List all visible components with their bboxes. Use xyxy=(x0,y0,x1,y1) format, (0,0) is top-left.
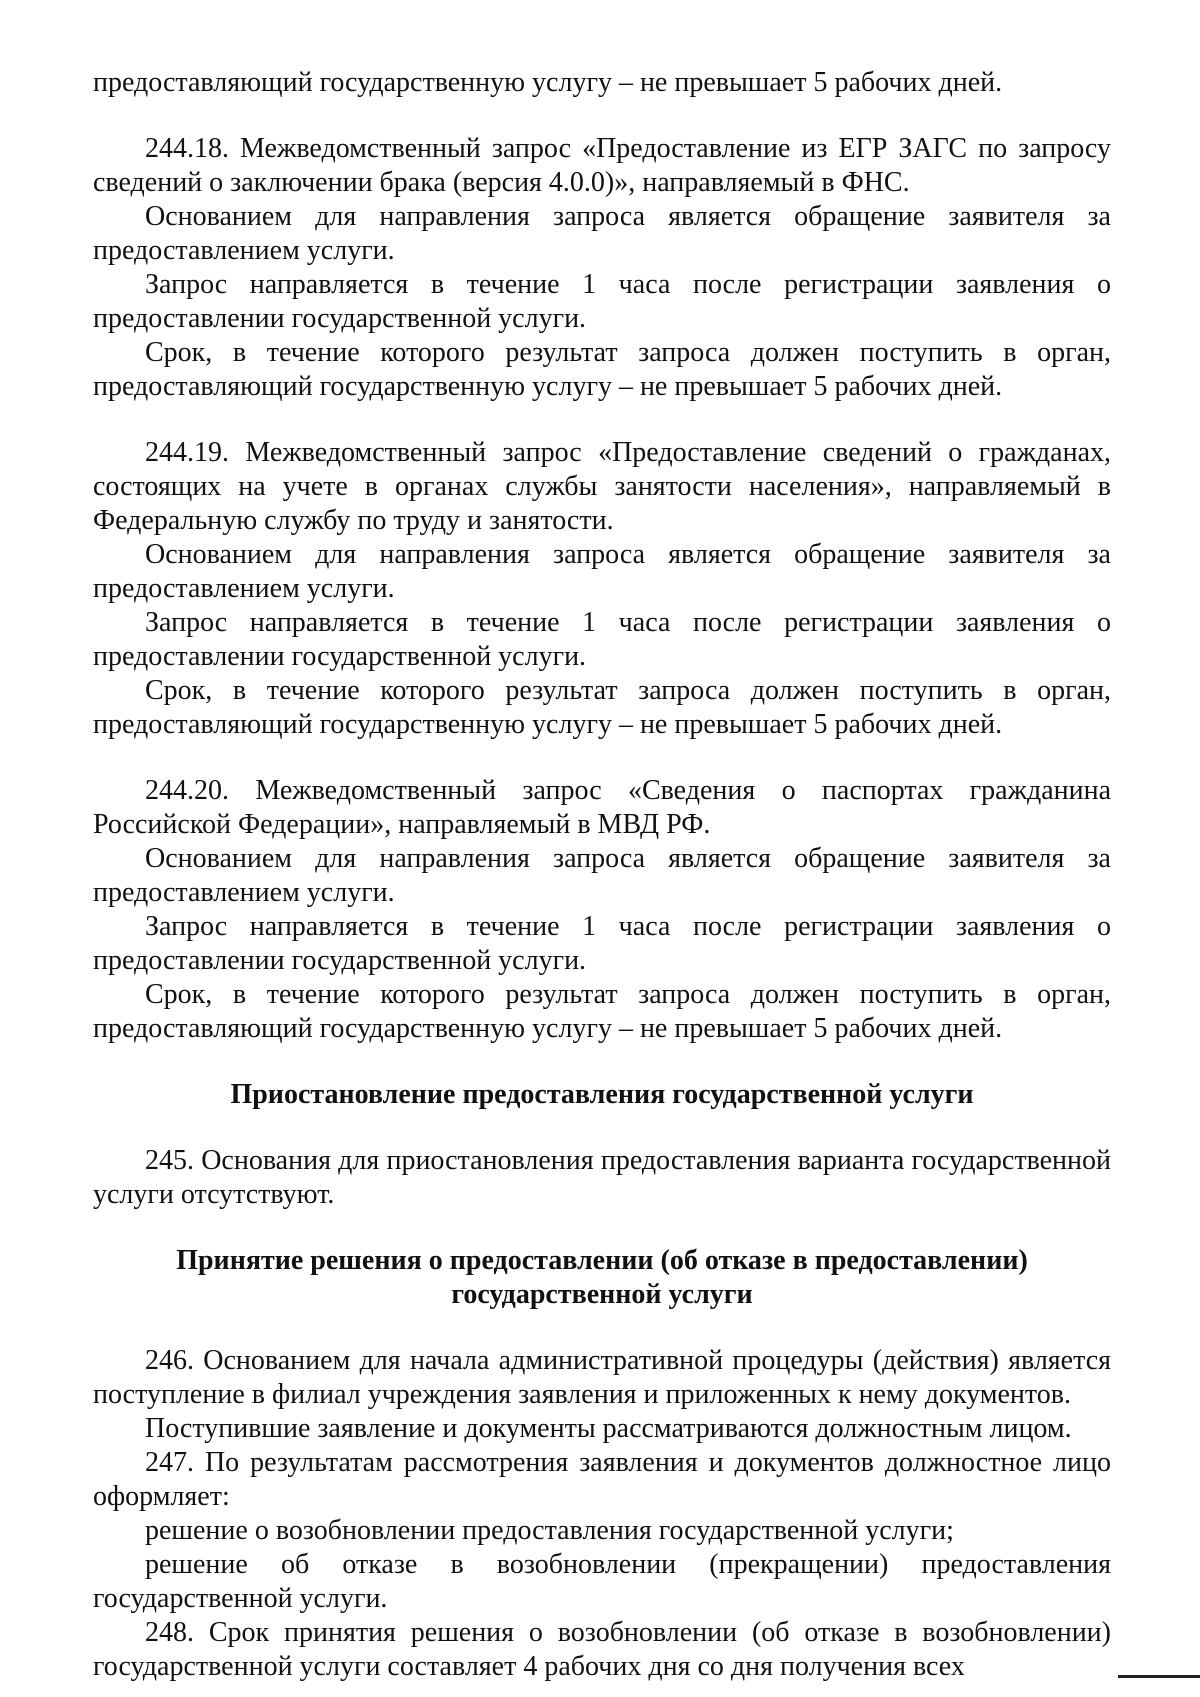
spacer xyxy=(93,100,1111,132)
spacer xyxy=(93,1312,1111,1344)
spacer xyxy=(93,1212,1111,1244)
basis-paragraph: Основанием для направления запроса является обращение заявителя за предоставлением услуги. xyxy=(93,843,1111,908)
scan-edge-line xyxy=(1118,1675,1200,1678)
heading-suspension: Приостановление предоставления государственной услуги xyxy=(230,1079,974,1110)
spacer xyxy=(93,1046,1111,1078)
deadline-paragraph: Срок, в течение которого результат запроса должен поступить в орган, предоставляющий государственную услугу – не превышает 5 рабочих дней. xyxy=(93,675,1111,740)
paragraph-247-option-resume: решение о возобновлении предоставления государственной услуги; xyxy=(145,1515,954,1546)
paragraph-248: 248. Срок принятия решения о возобновлении (об отказе в возобновлении) государственной услуги составляет 4 рабочих дня со дня получения всех xyxy=(93,1617,1111,1682)
basis-paragraph: Основанием для направления запроса является обращение заявителя за предоставлением услуги. xyxy=(93,539,1111,604)
spacer xyxy=(93,742,1111,774)
section-244-19 xyxy=(93,436,1111,742)
document-page xyxy=(93,66,1111,1684)
deadline-paragraph: Срок, в течение которого результат запроса должен поступить в орган, предоставляющий государственную услугу – не превышает 5 рабочих дней. xyxy=(93,337,1111,402)
section-title: 244.19. Межведомственный запрос «Предоставление сведений о гражданах, состоящих на учете в органах службы занятости населения», направляемый в Федеральную службу по труду и занятости. xyxy=(93,437,1111,536)
section-title: 244.20. Межведомственный запрос «Сведения о паспортах гражданина Российской Федерации», направляемый в МВД РФ. xyxy=(93,775,1111,840)
heading-decision-line-1: Принятие решения о предоставлении (об отказе в предоставлении) xyxy=(176,1245,1028,1276)
spacer xyxy=(93,404,1111,436)
paragraph-247-option-refuse: решение об отказе в возобновлении (прекращении) предоставления государственной услуги. xyxy=(93,1549,1111,1614)
paragraph-245: 245. Основания для приостановления предоставления варианта государственной услуги отсутствуют. xyxy=(93,1145,1111,1210)
heading-decision xyxy=(93,1244,1111,1312)
paragraph-247: 247. По результатам рассмотрения заявления и документов должностное лицо оформляет: xyxy=(93,1447,1111,1512)
spacer xyxy=(93,1112,1111,1144)
deadline-paragraph: Срок, в течение которого результат запроса должен поступить в орган, предоставляющий государственную услугу – не превышает 5 рабочих дней. xyxy=(93,979,1111,1044)
section-244-20 xyxy=(93,774,1111,1046)
basis-paragraph: Основанием для направления запроса является обращение заявителя за предоставлением услуги. xyxy=(93,201,1111,266)
section-244-18 xyxy=(93,132,1111,404)
heading-decision-line-2: государственной услуги xyxy=(451,1279,753,1310)
paragraph-246-documents: Поступившие заявление и документы рассматриваются должностным лицом. xyxy=(145,1413,1072,1444)
timing-paragraph: Запрос направляется в течение 1 часа после регистрации заявления о предоставлении государственной услуги. xyxy=(93,607,1111,672)
paragraph-246: 246. Основанием для начала административной процедуры (действия) является поступление в филиал учреждения заявления и приложенных к нему документов. xyxy=(93,1345,1111,1410)
timing-paragraph: Запрос направляется в течение 1 часа после регистрации заявления о предоставлении государственной услуги. xyxy=(93,911,1111,976)
timing-paragraph: Запрос направляется в течение 1 часа после регистрации заявления о предоставлении государственной услуги. xyxy=(93,269,1111,334)
paragraph-continuation: предоставляющий государственную услугу – не превышает 5 рабочих дней. xyxy=(93,67,1003,98)
section-title: 244.18. Межведомственный запрос «Предоставление из ЕГР ЗАГС по запросу сведений о заключении брака (версия 4.0.0)», направляемый в ФНС. xyxy=(93,133,1111,198)
